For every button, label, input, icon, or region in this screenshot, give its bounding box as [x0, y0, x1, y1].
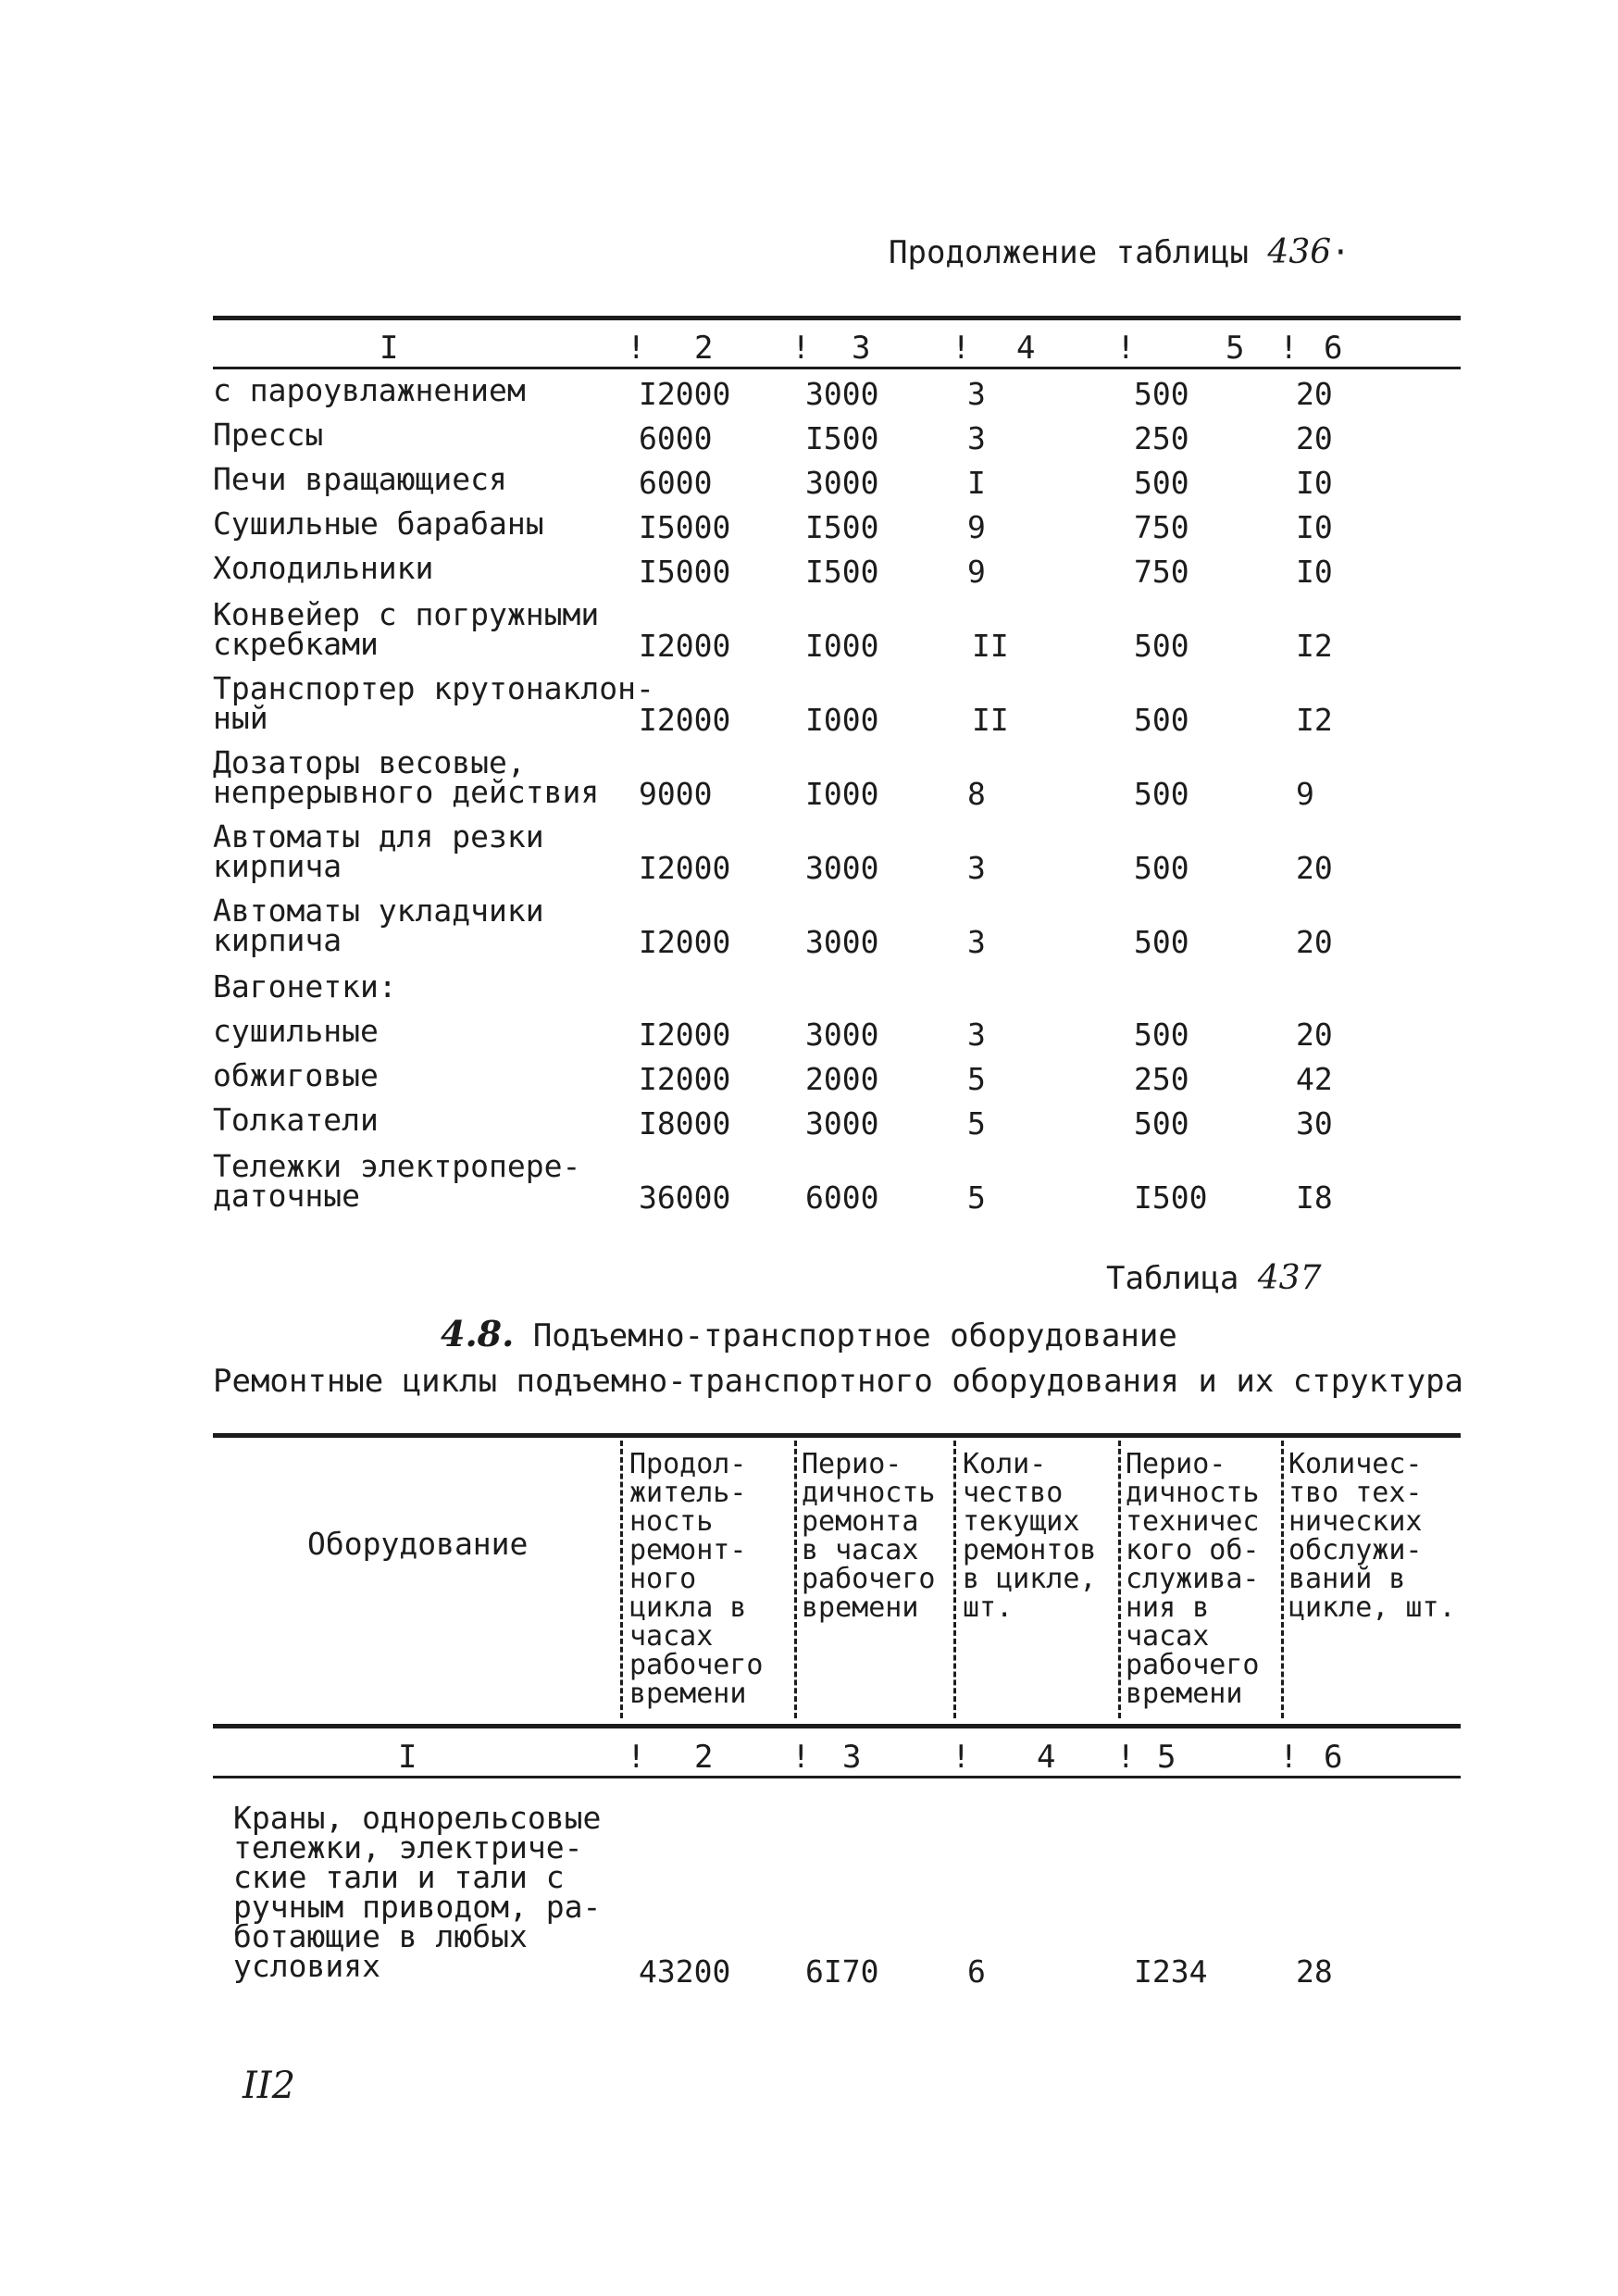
table436-column-numbers: I ! 2 ! 3 ! 4 ! 5 ! 6	[380, 330, 1343, 367]
continuation-label: Продолжение таблицы	[889, 234, 1249, 271]
table436-header-rule	[213, 367, 1461, 369]
colnum-1: I	[398, 1739, 417, 1776]
section-title-text: Подъемно-транспортное оборудование	[532, 1317, 1177, 1354]
colnum-5: 5	[1226, 330, 1245, 367]
table-row: Печи вращающиеся 6000 3000 I 500 I0	[213, 461, 1333, 501]
table437-subtitle: Ремонтные циклы подъемно-транспортного оборудования и их структура	[213, 1363, 1464, 1400]
table436-top-rule	[213, 316, 1461, 320]
table-row: Прессы 6000 I500 3 250 20	[213, 417, 1333, 456]
table-row: Автоматы для резки кирпича I2000 3000 3 500 20	[213, 818, 1333, 886]
table-row: Холодильники I5000 I500 9 750 I0	[213, 550, 1333, 590]
colnum-6: 6	[1324, 1739, 1343, 1776]
table-row: Вагонетки:	[213, 968, 397, 1004]
table437-top-rule	[213, 1433, 1461, 1438]
table437-header-rule	[213, 1724, 1461, 1728]
header-cycle-duration: Продол- житель- ность ремонт- ного цикла в часах рабочего времени	[629, 1448, 764, 1710]
colnum-4: 4	[1016, 330, 1036, 367]
header-repair-period: Перио- дичность ремонта в часах рабочего времени	[802, 1448, 936, 1624]
section-title	[441, 1313, 1177, 1354]
table-row: обжиговые I2000 2000 5 250 42	[213, 1057, 1333, 1097]
header-service-count: Количес- тво тех- нических обслужи- ваний в цикле, шт.	[1288, 1448, 1456, 1624]
table-row: Толкатели I8000 3000 5 500 30	[213, 1102, 1333, 1142]
table-row: Тележки электропере- даточные 36000 6000 5 I500 I8	[213, 1148, 1333, 1216]
table-row: сушильные I2000 3000 3 500 20	[213, 1013, 1333, 1053]
colnum-3: 3	[852, 330, 871, 367]
table437-colnum-rule	[213, 1776, 1461, 1778]
header-service-period: Перио- дичность техничес кого об- служива- ния в часах рабочего времени	[1126, 1448, 1260, 1710]
colnum-4: 4	[1037, 1739, 1056, 1776]
page-number: II2	[243, 2065, 296, 2107]
table-row: Дозаторы весовые, непрерывного действия 9000 I000 8 500 9	[213, 744, 1314, 812]
colnum-1: I	[380, 330, 399, 367]
table437-column-numbers: I ! 2 ! 3 ! 4 ! 5 ! 6	[398, 1739, 1343, 1776]
table-number-436: 436	[1267, 233, 1332, 271]
colnum-6: 6	[1324, 330, 1343, 367]
colnum-5: 5	[1157, 1739, 1176, 1776]
table-row: Транспортер крутонаклон- ный I2000 I000 II 500 I2	[213, 670, 1333, 738]
table-number-437: 437	[1257, 1259, 1322, 1297]
continuation-caption: Продолжение таблицы 436·	[889, 233, 1350, 271]
header-repair-count: Коли- чество текущих ремонтов в цикле, шт.	[963, 1448, 1097, 1624]
table-row: Краны, однорельсовые тележки, электриче- ские тали и тали с ручным приводом, ра- ботающие в любых условиях 43200 6I70 6 I234 28	[233, 1800, 1333, 1990]
table-row: Автоматы укладчики кирпича I2000 3000 3 500 20	[213, 892, 1333, 960]
table-row: с пароувлажнением I2000 3000 3 500 20	[213, 372, 1333, 412]
colnum-3: 3	[842, 1739, 862, 1776]
section-number: 4.8.	[441, 1313, 515, 1354]
table-row: Сушильные барабаны I5000 I500 9 750 I0	[213, 505, 1333, 545]
header-equipment: Оборудование	[307, 1526, 529, 1562]
colnum-2: 2	[694, 1739, 714, 1776]
table-row: Конвейер с погружными скребками I2000 I000 II 500 I2	[213, 596, 1333, 664]
colnum-2: 2	[694, 330, 714, 367]
table437-label: Таблица 437	[1106, 1259, 1322, 1297]
